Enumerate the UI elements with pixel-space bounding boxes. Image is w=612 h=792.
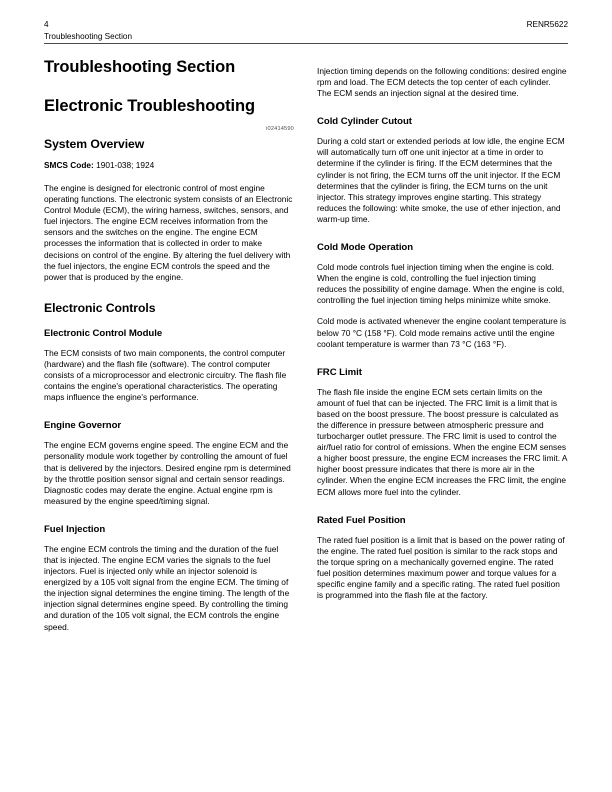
smcs-label: SMCS Code: [44,160,94,170]
paragraph-frc-limit: The flash file inside the engine ECM sets certain limits on the amount of fuel that can be injected. The FRC limit is a limit that is based on the boost pressure. The boost pressure is calculated as the difference in pressure between atmospheric pressure and turbocharger outlet pressure. The FRC limit is used to control the air/fuel ratio for control of emissions. When the engine ECM senses a higher boost pressure, the engine ECM increases the FRC limit. A higher boost pressure indicates that there is more air in the cylinder. When the engine ECM increases the FRC limit, the engine ECM allows more fuel into the cylinder. [317,386,567,497]
paragraph-engine-governor: The engine ECM governs engine speed. The engine ECM and the personality module work together by controlling the amount of fuel that is delivered by the injectors. Desired engine rpm is determined by the throttle position sensor signal and certain sensor readings. Diagnostic codes may derate the engine. Actual engine rpm is measured by the engine speed/timing signal. [44,440,291,506]
paragraph-system-overview: The engine is designed for electronic control of most engine operating functions. The electronic system consists of an Electronic Control Module (ECM), the wiring harness, switches, sensors, and fuel injectors. The engine ECM receives information from the sensors and the switches on the engine. The engine ECM processes the information that is collected in order to make decisions on control of the engine. By altering the fuel delivery with the fuel injectors, the engine ECM controls the speed and the power that is produced by the engine. [44,183,293,282]
section-heading-system-overview: System Overview [44,137,145,151]
page-subtitle: Electronic Troubleshooting [44,97,255,115]
section-heading-electronic-controls: Electronic Controls [44,300,156,315]
header-divider [44,43,568,44]
paragraph-electronic-control-module: The ECM consists of two main components, the control computer (hardware) and the flash file (software). The control computer consists of a microprocessor and electronic circuitry. The flash file contains the engine's operational characteristics. The operating maps influence the engine's performance. [44,347,287,403]
subsection-heading-engine-governor: Engine Governor [44,420,122,432]
document-number: RENR5622 [526,20,568,29]
running-head [44,20,568,44]
subsection-heading-fuel-injection: Fuel Injection [44,523,106,535]
running-head-top-row [44,20,568,31]
paragraph-cold-mode-operation-1: Cold mode controls fuel injection timing when the engine is cold. When the engine is cold, controlling the fuel injection timing reduces the possibility of engine damage. When the engine is cold, controlling the fuel injection timing helps minimize white smoke. [317,262,565,306]
right-column-spacer [317,58,567,66]
subsection-heading-cold-mode-operation: Cold Mode Operation [317,242,414,254]
paragraph-fuel-injection: The engine ECM controls the timing and the duration of the fuel that is injected. The engine ECM varies the signals to the fuel injectors. Fuel is injected only while an injector solenoid is energized by a 105 volt signal from the engine ECM. The timing of the injection signal determines the engine timing. The length of the injection signal determines engine speed. By controlling the timing and duration of the 105 volt signal, the ECM controls the engine speed. [44,543,290,632]
paragraph-injection-timing: Injection timing depends on the following conditions: desired engine rpm and load. The ECM detects the top center of each cylinder. The ECM sends an injection signal at the desired time. [317,66,567,99]
page-number: 4 [44,20,49,29]
smcs-code-line [44,160,294,171]
header-section-name: Troubleshooting Section [44,31,132,41]
body-columns [44,58,568,633]
page-title: Troubleshooting Section [44,58,236,76]
paragraph-cold-mode-operation-2: Cold mode is activated whenever the engine coolant temperature is below 70 °C (158 °F). Cold mode remains active until the engine coolant temperature is warmer than 73 °C (163 °F). [317,316,567,349]
smcs-value: 1901-038; 1924 [93,160,155,170]
reference-code: i02414590 [266,126,294,132]
paragraph-cold-cylinder-cutout: During a cold start or extended periods at low idle, the engine ECM will automatically turn off one unit injector at a time in order to determine if the cylinder is firing. If the ECM determines that the cylinder is not firing, the ECM turns off the unit injector. If the ECM determines that the cylinder is firing, the ECM turns on the unit injector. This strategy improves engine starting. This strategy reduces the following: white smoke, the use of ether injection, and warm-up time. [317,136,565,224]
left-column [44,58,294,633]
subsection-heading-frc-limit: FRC Limit [317,366,362,378]
right-column [317,58,567,633]
subsection-heading-electronic-control-module: Electronic Control Module [44,327,163,339]
paragraph-rated-fuel-position: The rated fuel position is a limit that is based on the power rating of the engine. The rated fuel position is similar to the rack stops and the torque spring on a mechanically governed engine. The rated fuel position determines maximum power and torque values for a specific engine family and a specific rating. The rated fuel position is programmed into the flash file at the factory. [317,534,565,601]
subsection-heading-rated-fuel-position: Rated Fuel Position [317,514,406,526]
subsection-heading-cold-cylinder-cutout: Cold Cylinder Cutout [317,116,412,128]
